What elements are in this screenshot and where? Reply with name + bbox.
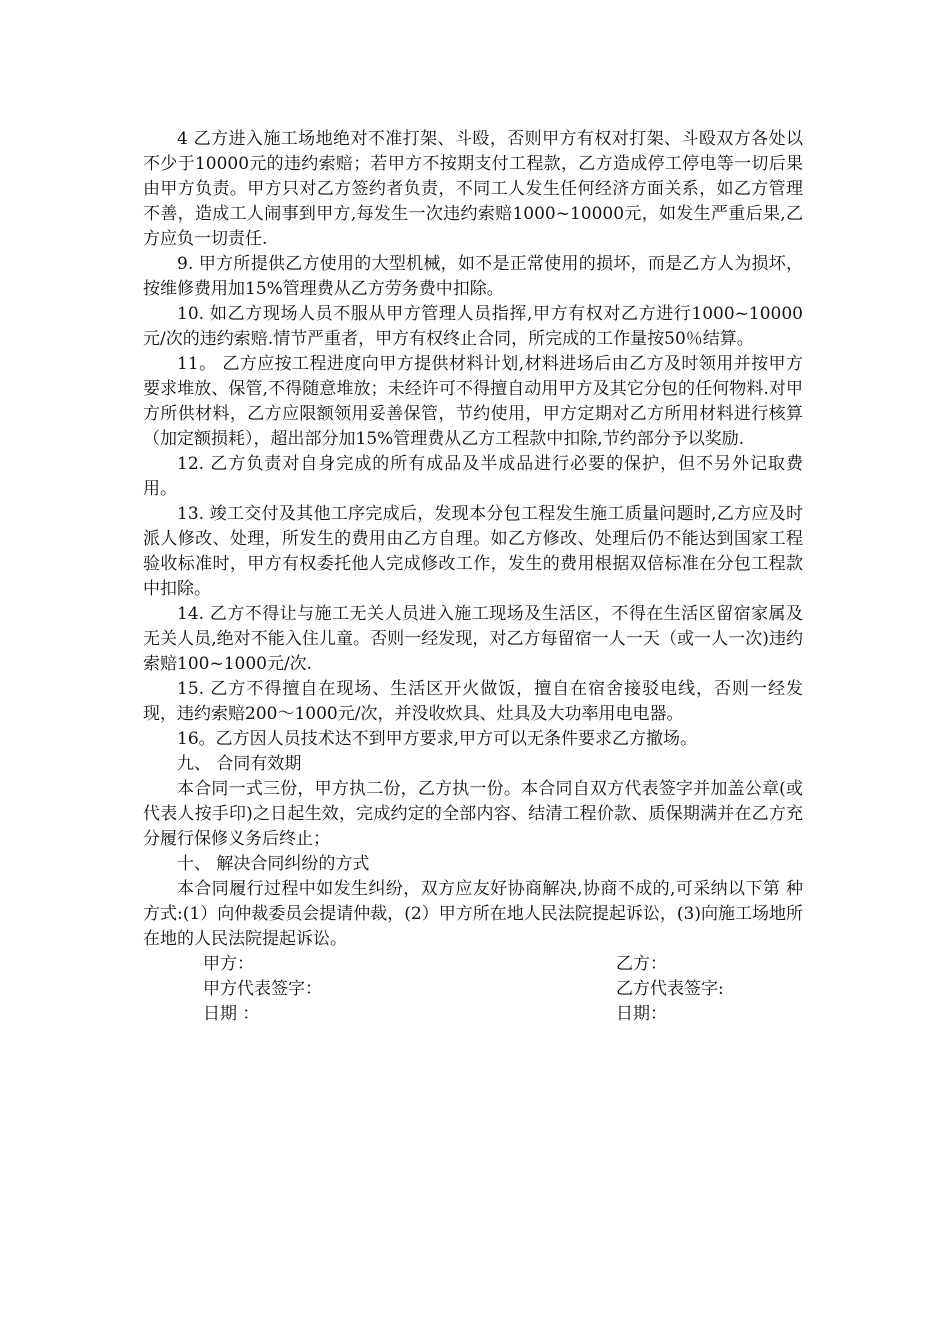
party-a-date-label: 日期 ： [203,1004,260,1024]
clause-10: 10. 如乙方现场人员不服从甲方管理人员指挥,甲方有权对乙方进行1000~10000元/次的违约索赔.情节严重者，甲方有权终止合同，所完成的工作量按50％结算。 [143,304,803,349]
clause-16: 16。乙方因人员技术达不到甲方要求,甲方可以无条件要求乙方撤场。 [177,729,698,749]
party-b-label: 乙方： [616,954,667,974]
section-9-heading: 九、 合同有效期 [177,754,302,774]
party-b-rep-label: 乙方代表签字: [616,979,724,999]
clause-14: 14. 乙方不得让与施工无关人员进入施工现场及生活区，不得在生活区留宿家属及无关人员,绝对不能入住儿童。否则一经发现，对乙方每留宿一人一天（或一人一次)违约索赔100~1000元/次. [143,604,803,674]
party-a-rep-label: 甲方代表签字： [203,979,322,999]
clause-12: 12. 乙方负责对自身完成的所有成品及半成品进行必要的保护，但不另外记取费用。 [143,454,803,499]
section-10-heading: 十、 解决合同纠纷的方式 [177,854,370,874]
section-10-text: 本合同履行过程中如发生纠纷，双方应友好协商解决,协商不成的,可采纳以下第 种方式:(1）向仲裁委员会提请仲裁，(2）甲方所在地人民法院提起诉讼，(3)向施工场地所在地的人民法院提起诉讼。 [143,879,803,949]
party-b-date-label: 日期： [616,1004,667,1024]
signature-row-representative [143,977,803,1002]
party-a-label: 甲方： [203,954,254,974]
clause-15: 15. 乙方不得擅自在现场、生活区开火做饭，擅自在宿舍接驳电线，否则一经发现，违约索赔200～1000元/次，并没收炊具、灶具及大功率用电电器。 [143,679,803,724]
clause-4: 4 乙方进入施工场地绝对不准打架、斗殴，否则甲方有权对打架、斗殴双方各处以不少于10000元的违约索赔；若甲方不按期支付工程款，乙方造成停工停电等一切后果由甲方负责。甲方只对乙方签约者负责，不同工人发生任何经济方面关系，如乙方管理不善，造成工人闹事到甲方,每发生一次违约索赔1000~10000元，如发生严重后果,乙方应负一切责任. [143,129,803,249]
signature-row-party [143,952,803,977]
section-9-text: 本合同一式三份，甲方执二份，乙方执一份。本合同自双方代表签字并加盖公章(或代表人按手印)之日起生效，完成约定的全部内容、结清工程价款、质保期满并在乙方充分履行保修义务后终止； [143,779,803,849]
clause-13: 13. 竣工交付及其他工序完成后，发现本分包工程发生施工质量问题时,乙方应及时派人修改、处理，所发生的费用由乙方自理。如乙方修改、处理后仍不能达到国家工程验收标准时，甲方有权委托他人完成修改工作，发生的费用根据双倍标准在分包工程款中扣除。 [143,504,803,599]
contract-body [143,127,803,1027]
clause-9: 9. 甲方所提供乙方使用的大型机械，如不是正常使用的损坏，而是乙方人为损坏，按维修费用加15%管理费从乙方劳务费中扣除。 [143,254,803,299]
signature-row-date [143,1002,803,1027]
clause-11: 11。 乙方应按工程进度向甲方提供材料计划,材料进场后由乙方及时领用并按甲方要求堆放、保管,不得随意堆放；未经许可不得擅自动用甲方及其它分包的任何物料.对甲方所供材料，乙方应限额领用妥善保管，节约使用，甲方定期对乙方所用材料进行核算（加定额损耗），超出部分加15%管理费从乙方工程款中扣除,节约部分予以奖励. [143,354,803,449]
